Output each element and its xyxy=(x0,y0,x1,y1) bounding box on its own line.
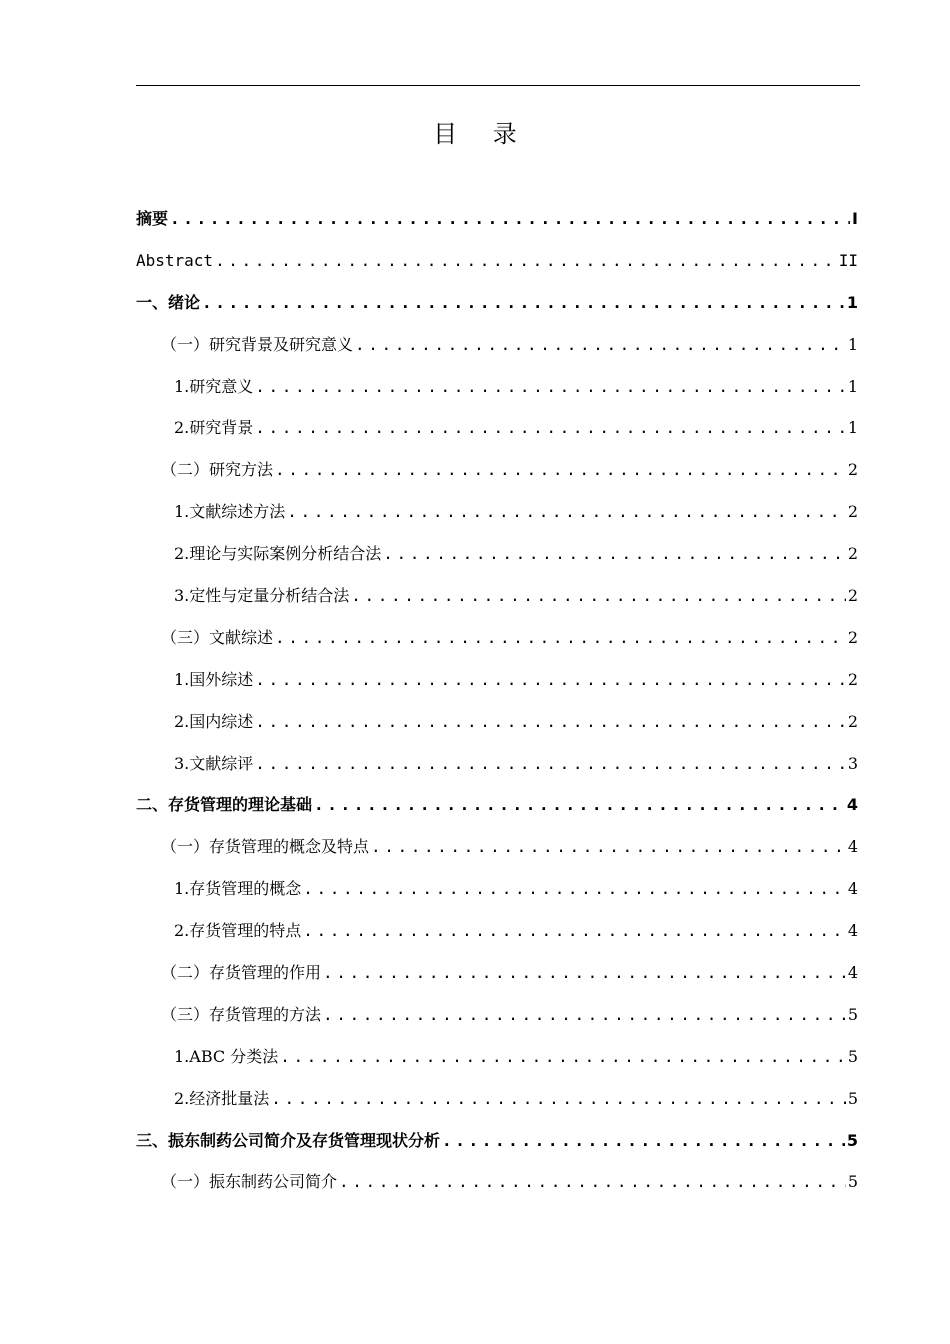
toc-entry-label: 2.国内综述 xyxy=(174,711,254,731)
toc-entry-page: 2 xyxy=(847,544,858,564)
toc-dot-leader xyxy=(355,324,846,366)
toc-entry-page: 5 xyxy=(847,1004,858,1024)
toc-dot-leader xyxy=(314,784,845,826)
toc-dot-leader xyxy=(303,868,846,910)
toc-entry-page: 5 xyxy=(847,1046,858,1066)
toc-dot-leader xyxy=(339,1161,846,1203)
toc-entry[interactable] xyxy=(136,994,858,1036)
toc-dot-leader xyxy=(215,240,837,282)
toc-entry[interactable] xyxy=(136,1161,858,1203)
toc-entry-label: 三、振东制药公司简介及存货管理现状分析 xyxy=(136,1130,441,1150)
toc-entry-page: 1 xyxy=(846,292,858,312)
toc-entry-label: （二）存货管理的作用 xyxy=(161,963,322,983)
toc-entry[interactable] xyxy=(136,1120,858,1162)
toc-entry-label: 1.ABC 分类法 xyxy=(174,1046,279,1066)
toc-entry-page: 1 xyxy=(847,334,858,354)
toc-dot-leader xyxy=(202,282,845,324)
table-of-contents xyxy=(136,198,858,1203)
toc-dot-leader xyxy=(323,994,846,1036)
toc-entry[interactable] xyxy=(136,198,858,240)
toc-entry[interactable] xyxy=(136,1078,858,1120)
toc-entry-page: 2 xyxy=(847,711,858,731)
toc-entry-page: 2 xyxy=(847,586,858,606)
toc-entry-label: 一、绪论 xyxy=(136,292,201,312)
toc-entry-label: 2.经济批量法 xyxy=(174,1088,270,1108)
toc-entry-page: 4 xyxy=(847,879,858,899)
toc-entry[interactable] xyxy=(136,282,858,324)
toc-entry-label: 1.存货管理的概念 xyxy=(174,879,302,899)
toc-entry[interactable] xyxy=(136,868,858,910)
page-title: 目 录 xyxy=(433,120,531,148)
toc-dot-leader xyxy=(255,659,846,701)
toc-entry-label: Abstract xyxy=(136,250,214,270)
toc-entry-label: （二）研究方法 xyxy=(161,460,274,480)
toc-entry-page: 2 xyxy=(847,627,858,647)
toc-entry-label: 2.存货管理的特点 xyxy=(174,921,302,941)
toc-entry-label: （三）存货管理的方法 xyxy=(161,1004,322,1024)
toc-entry-page: 1 xyxy=(847,376,858,396)
toc-dot-leader xyxy=(275,617,846,659)
toc-entry[interactable] xyxy=(136,910,858,952)
toc-entry[interactable] xyxy=(136,952,858,994)
toc-entry-page: 3 xyxy=(847,753,858,773)
toc-entry-label: （一）存货管理的概念及特点 xyxy=(161,837,370,857)
toc-entry[interactable] xyxy=(136,575,858,617)
toc-entry-page: 5 xyxy=(847,1172,858,1192)
toc-entry-label: 2.研究背景 xyxy=(174,418,254,438)
toc-dot-leader xyxy=(280,1036,846,1078)
toc-entry-page: II xyxy=(838,250,858,270)
toc-dot-leader xyxy=(287,491,846,533)
toc-entry[interactable] xyxy=(136,701,858,743)
toc-entry-page: 1 xyxy=(847,418,858,438)
toc-entry-label: 2.理论与实际案例分析结合法 xyxy=(174,544,382,564)
header-rule xyxy=(136,85,860,86)
toc-entry-page: 5 xyxy=(847,1088,858,1108)
toc-entry[interactable] xyxy=(136,366,858,408)
toc-dot-leader xyxy=(371,826,846,868)
toc-dot-leader xyxy=(323,952,846,994)
toc-entry-page: 4 xyxy=(847,921,858,941)
toc-entry[interactable] xyxy=(136,324,858,366)
toc-dot-leader xyxy=(255,701,846,743)
toc-entry[interactable] xyxy=(136,617,858,659)
toc-entry-page: 2 xyxy=(847,502,858,522)
toc-entry[interactable] xyxy=(136,491,858,533)
toc-dot-leader xyxy=(255,366,846,408)
toc-entry-page: 5 xyxy=(846,1130,858,1150)
toc-entry-label: （一）研究背景及研究意义 xyxy=(161,334,354,354)
toc-dot-leader xyxy=(271,1078,846,1120)
toc-entry-page: I xyxy=(852,209,858,228)
toc-entry[interactable] xyxy=(136,407,858,449)
toc-entry-label: 1.文献综述方法 xyxy=(174,502,286,522)
toc-dot-leader xyxy=(255,407,846,449)
toc-dot-leader xyxy=(255,743,846,785)
toc-entry-label: 1.研究意义 xyxy=(174,376,254,396)
toc-entry-label: 摘要 xyxy=(136,209,169,228)
toc-entry-label: （一）振东制药公司简介 xyxy=(161,1172,338,1192)
toc-entry[interactable] xyxy=(136,659,858,701)
toc-entry-page: 4 xyxy=(846,795,858,815)
toc-dot-leader xyxy=(275,449,846,491)
toc-entry-label: 3.定性与定量分析结合法 xyxy=(174,586,350,606)
toc-entry-page: 2 xyxy=(847,460,858,480)
toc-entry[interactable] xyxy=(136,743,858,785)
toc-entry-page: 4 xyxy=(847,963,858,983)
toc-entry-page: 2 xyxy=(847,669,858,689)
toc-dot-leader xyxy=(170,198,850,240)
toc-entry[interactable] xyxy=(136,1036,858,1078)
toc-dot-leader xyxy=(303,910,846,952)
toc-entry-page: 4 xyxy=(847,837,858,857)
toc-dot-leader xyxy=(442,1120,845,1162)
toc-dot-leader xyxy=(383,533,846,575)
toc-entry[interactable] xyxy=(136,533,858,575)
toc-entry-label: 1.国外综述 xyxy=(174,669,254,689)
toc-entry-label: 二、存货管理的理论基础 xyxy=(136,795,313,815)
toc-entry[interactable] xyxy=(136,240,858,282)
toc-entry[interactable] xyxy=(136,784,858,826)
toc-entry[interactable] xyxy=(136,449,858,491)
toc-dot-leader xyxy=(351,575,846,617)
toc-entry[interactable] xyxy=(136,826,858,868)
toc-entry-label: （三）文献综述 xyxy=(161,627,274,647)
toc-entry-label: 3.文献综评 xyxy=(174,753,254,773)
